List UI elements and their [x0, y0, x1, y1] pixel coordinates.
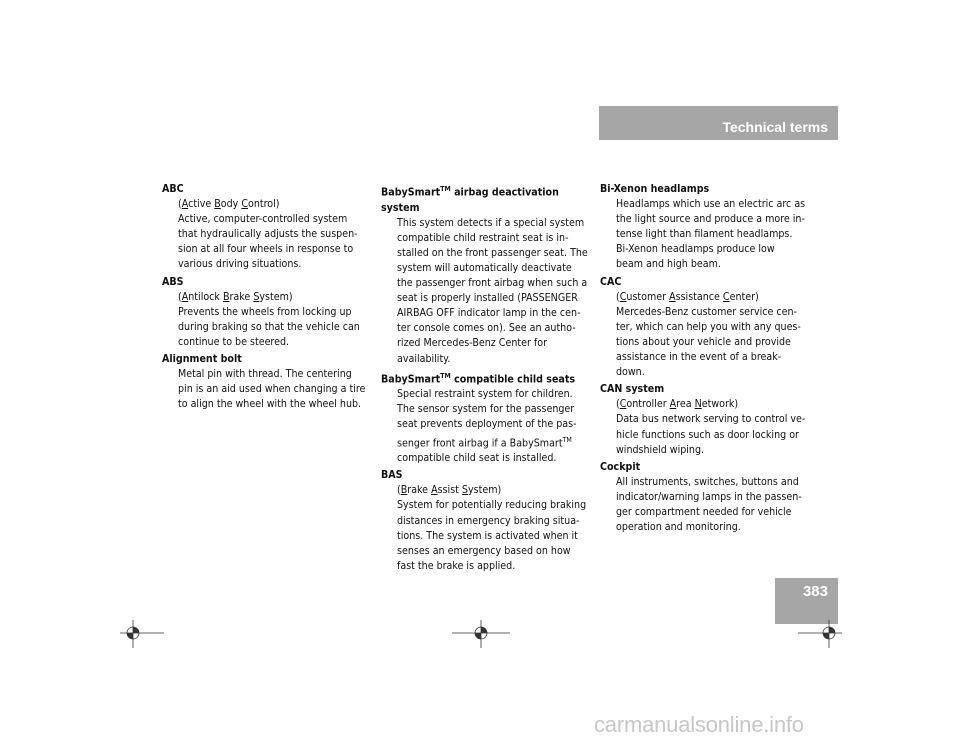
- definition-line: windshield wiping.: [616, 443, 705, 456]
- definition-line: system will automatically deactivate: [397, 262, 572, 274]
- glossary-entry-bas: [381, 468, 591, 574]
- definition-line: sion at all four wheels in response to: [178, 243, 354, 256]
- acronym-expansion: (Customer Assistance Center): [616, 290, 759, 303]
- definition-line: availability.: [397, 352, 451, 365]
- definition-line: This system detects if a special system: [397, 216, 585, 229]
- definition-line: seat prevents deployment of the pas-: [397, 418, 577, 431]
- definition-line: Special restraint system for children.: [397, 388, 573, 401]
- glossary-column-1: [162, 182, 372, 414]
- definition-line: All instruments, switches, buttons and: [616, 475, 799, 488]
- definition-line: assistance in the event of a break-: [616, 351, 782, 364]
- acronym-expansion: (Brake Assist System): [397, 484, 502, 497]
- term-heading: Alignment bolt: [162, 353, 242, 366]
- definition-line: pin is an aid used when changing a tire: [178, 383, 366, 396]
- definition-line: tense light than filament headlamps.: [616, 228, 793, 241]
- definition-line: ter console comes on). See an autho-: [397, 322, 576, 335]
- definition-line: various driving situations.: [178, 258, 302, 271]
- glossary-entry-babysmart-child-seats: [381, 369, 591, 467]
- term-heading: CAC: [600, 275, 622, 288]
- definition-line: operation and monitoring.: [616, 521, 741, 534]
- term-heading: ABS: [162, 275, 184, 288]
- definition-line: seat is properly installed (PASSENGER: [397, 292, 578, 305]
- term-heading: ABC: [162, 183, 184, 195]
- definition-line: down.: [616, 366, 645, 379]
- definition-line: to align the wheel with the wheel hub.: [178, 398, 362, 411]
- acronym-expansion: (Controller Area Network): [616, 398, 739, 411]
- definition-line: Headlamps which use an electric arc as: [616, 198, 806, 211]
- glossary-entry-abs: [162, 275, 372, 350]
- definition-line: Metal pin with thread. The centering: [178, 368, 352, 381]
- page-number: 383: [802, 583, 828, 600]
- acronym-expansion: (Active Body Control): [178, 198, 280, 211]
- definition-line: rized Mercedes-Benz Center for: [397, 337, 548, 350]
- definition-line: ger compartment needed for vehicle: [616, 505, 792, 518]
- definition-line: the passenger front airbag when such a: [397, 277, 588, 290]
- definition-line: tions. The system is activated when it: [397, 529, 578, 542]
- glossary-entry-can-system: [600, 382, 815, 457]
- definition-line: senses an emergency based on how: [397, 544, 571, 557]
- term-heading: BabySmart™ airbag deactivation: [381, 185, 559, 199]
- watermark: carmanualsonline.info: [594, 712, 804, 737]
- definition-line: beam and high beam.: [616, 258, 721, 271]
- definition-line: compatible child restraint seat is in-: [397, 231, 569, 244]
- glossary-entry-abc: [162, 182, 372, 273]
- definition-line: senger front airbag if a BabySmart™: [397, 435, 572, 450]
- registration-mark-icon: [120, 618, 164, 648]
- term-heading-continued: system: [381, 201, 420, 214]
- definition-line: Data bus network serving to control ve-: [616, 413, 806, 426]
- definition-line: distances in emergency braking situa-: [397, 514, 580, 527]
- acronym-expansion: (Antilock Brake System): [178, 290, 293, 303]
- term-heading: Bi-Xenon headlamps: [600, 183, 710, 195]
- definition-line: Active, computer-controlled system: [178, 213, 348, 226]
- glossary-entry-cac: [600, 275, 815, 381]
- definition-line: Bi-Xenon headlamps produce low: [616, 243, 775, 256]
- term-heading: CAN system: [600, 383, 665, 396]
- definition-line: AIRBAG OFF indicator lamp in the cen-: [397, 307, 581, 320]
- registration-mark-icon: [452, 618, 510, 648]
- glossary-column-2: [381, 182, 591, 576]
- definition-line: ter, which can help you with any ques-: [616, 320, 801, 333]
- term-heading: BabySmart™ compatible child seats: [381, 371, 576, 386]
- definition-line: Prevents the wheels from locking up: [178, 305, 352, 318]
- definition-line: The sensor system for the passenger: [397, 403, 575, 416]
- glossary-entry-cockpit: [600, 460, 815, 535]
- glossary-entry-babysmart-deactivation: [381, 182, 591, 367]
- glossary-entry-bi-xenon: [600, 182, 815, 273]
- definition-line: hicle functions such as door locking or: [616, 428, 799, 441]
- registration-mark-icon: [798, 618, 842, 648]
- definition-line: that hydraulically adjusts the suspen-: [178, 228, 358, 241]
- definition-line: Mercedes-Benz customer service cen-: [616, 305, 797, 318]
- definition-line: during braking so that the vehicle can: [178, 320, 360, 333]
- definition-line: System for potentially reducing braking: [397, 499, 587, 512]
- definition-line: continue to be steered.: [178, 335, 290, 348]
- definition-line: compatible child seat is installed.: [397, 452, 557, 465]
- header-band: [599, 106, 838, 140]
- definition-line: indicator/warning lamps in the passen-: [616, 490, 802, 503]
- term-heading: BAS: [381, 469, 403, 482]
- definition-line: tions about your vehicle and provide: [616, 335, 791, 348]
- definition-line: stalled on the front passenger seat. The: [397, 246, 588, 259]
- glossary-column-3: [600, 182, 815, 537]
- term-heading: Cockpit: [600, 460, 641, 473]
- glossary-entry-alignment-bolt: [162, 352, 372, 412]
- definition-line: the light source and produce a more in-: [616, 213, 805, 226]
- definition-line: fast the brake is applied.: [397, 559, 516, 572]
- page-title: Technical terms: [722, 119, 828, 135]
